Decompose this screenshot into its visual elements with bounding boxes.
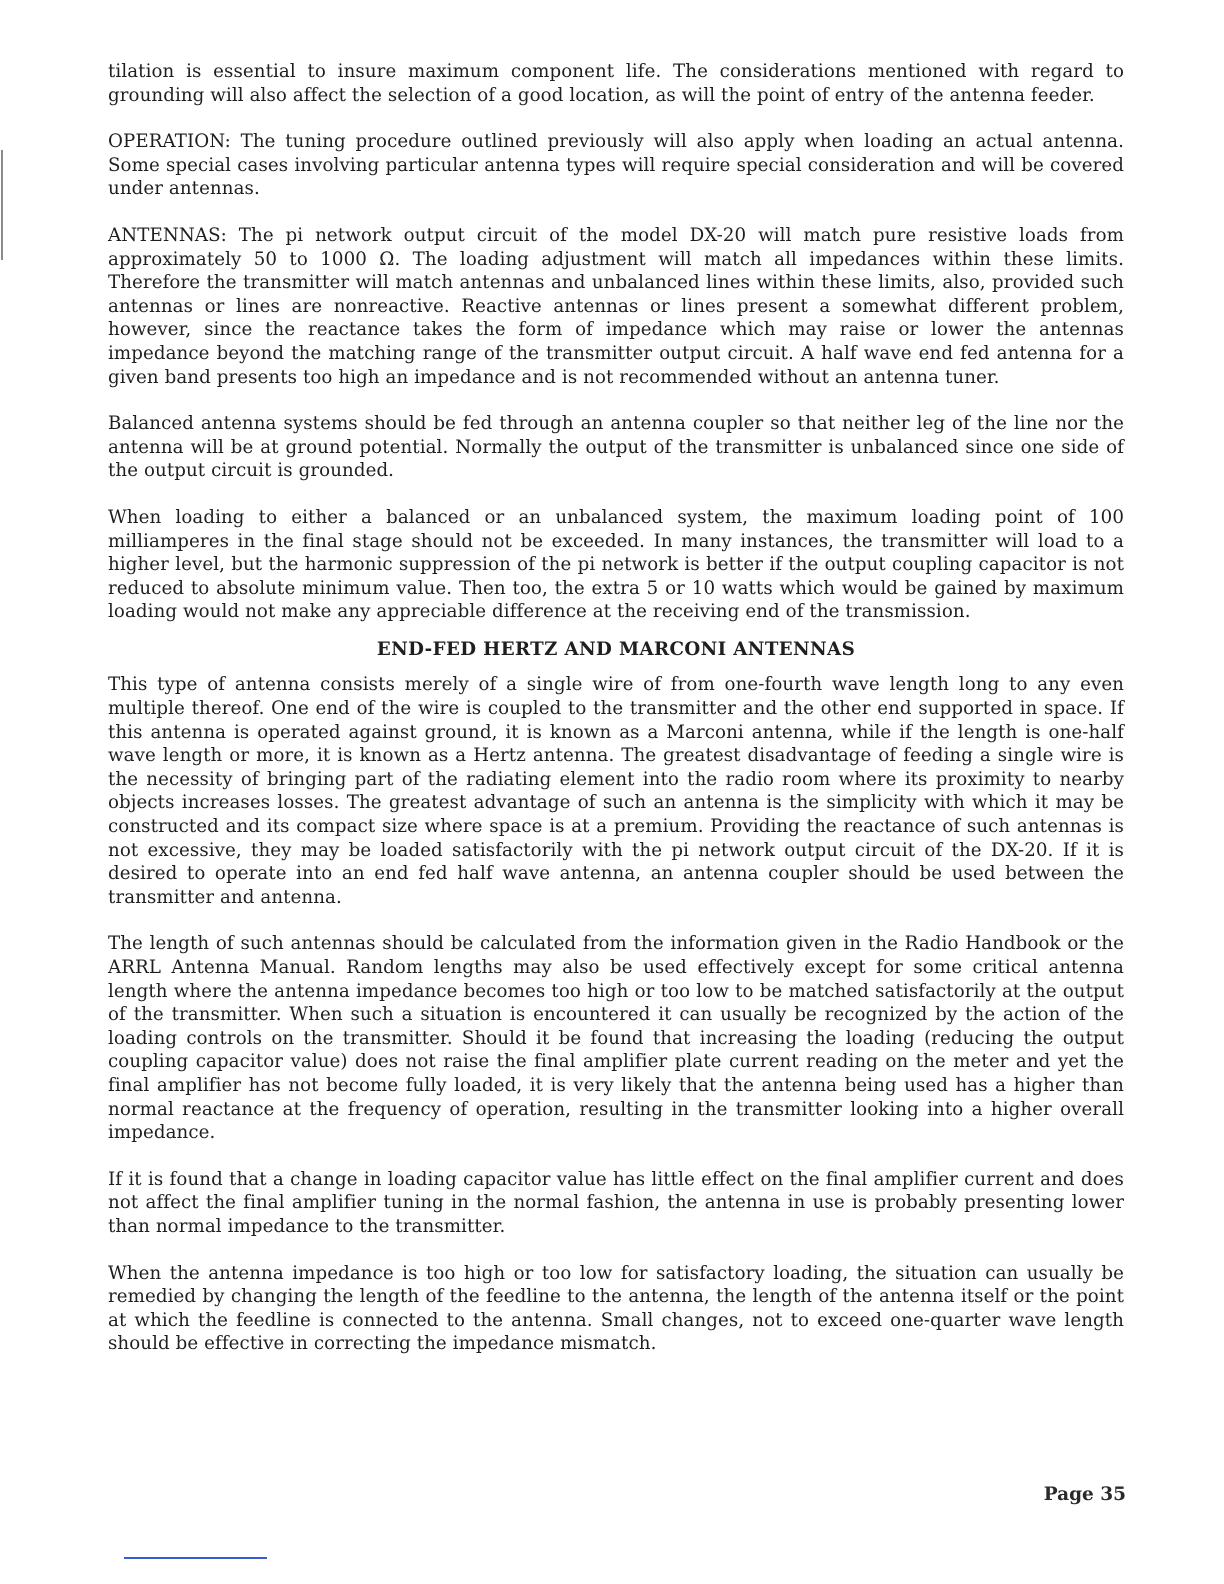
- paragraph-end-fed-description: This type of antenna consists merely of a single wire of from one-fourth wave length long to any even multiple thereof. One end of the wire is coupled to the transmitter and the other end supported in space. If this antenna is operated against ground, it is known as a Marconi antenna, while if the length is one-half wave length or more, it is known as a Hertz antenna. The greatest disadvantage of feeding a single wire is the necessity of bringing part of the radiating element into the radio room where its proximity to nearby objects increases losses. The greatest advantage of such an antenna is the simplicity with which it may be constructed and its compact size where space is at a premium. Providing the reactance of such antennas is not excessive, they may be loaded satisfactorily with the pi network output circuit of the DX-20. If it is desired to operate into an end fed half wave antenna, an antenna coupler should be used between the transmitter and antenna.: [108, 674, 1124, 908]
- footer-rule: [124, 1557, 267, 1559]
- paragraph-operation: OPERATION: The tuning procedure outlined previously will also apply when loading an actual antenna. Some special cases involving particular antenna types will require special consideration and will be covered under antennas.: [108, 131, 1124, 200]
- page-number: Page 35: [1043, 1484, 1126, 1505]
- paragraph-loading: When loading to either a balanced or an unbalanced system, the maximum loading point of 100 milliamperes in the final stage should not be exceeded. In many instances, the transmitter will load to a higher level, but the harmonic suppression of the pi network is better if the output coupling capacitor is not reduced to absolute minimum value. Then too, the extra 5 or 10 watts which would be gained by maximum loading would not make any appreciable difference at the receiving end of the transmission.: [108, 506, 1124, 623]
- paragraph-balanced-systems: Balanced antenna systems should be fed through an antenna coupler so that neither leg of the line nor the antenna will be at ground potential. Normally the output of the transmitter is unbalanced since one side of the output circuit is grounded.: [108, 413, 1124, 482]
- paragraph-remedy: When the antenna impedance is too high or too low for satisfactory loading, the situation can usually be remedied by changing the length of the feedline to the antenna, the length of the antenna itself or the point at which the feedline is connected to the antenna. Small changes, not to exceed one-quarter wave length should be effective in correcting the impedance mismatch.: [108, 1262, 1124, 1355]
- scan-edge-mark: [1, 150, 3, 260]
- paragraph-antenna-length: The length of such antennas should be calculated from the information given in the Radio Handbook or the ARRL Antenna Manual. Random lengths may also be used effectively except for some critical antenna length where the antenna impedance becomes too high or too low to be matched satisfactorily at the output of the transmitter. When such a situation is encountered it can usually be recognized by the action of the loading controls on the transmitter. Should it be found that increasing the loading (reducing the output coupling capacitor value) does not raise the final amplifier plate current reading on the meter and yet the final amplifier has not become fully loaded, it is very likely that the antenna being used has a higher than normal reactance at the frequency of operation, resulting in the transmitter looking into a higher overall impedance.: [108, 933, 1124, 1144]
- paragraph-low-impedance: If it is found that a change in loading capacitor value has little effect on the final amplifier current and does not affect the final amplifier tuning in the normal fashion, the antenna in use is probably presenting lower than normal impedance to the transmitter.: [108, 1168, 1124, 1237]
- document-page: [108, 60, 1124, 1356]
- section-heading: END-FED HERTZ AND MARCONI ANTENNAS: [376, 638, 856, 660]
- paragraph-ventilation: tilation is essential to insure maximum component life. The considerations mentioned with regard to grounding will also affect the selection of a good location, as will the point of entry of the antenna feeder.: [108, 61, 1124, 106]
- paragraph-antennas: ANTENNAS: The pi network output circuit of the model DX-20 will match pure resistive loads from approximately 50 to 1000 Ω. The loading adjustment will match all impedances within these limits. Therefore the transmitter will match antennas and unbalanced lines within these limits, also, provided such antennas or lines are nonreactive. Reactive antennas or lines present a somewhat different problem, however, since the reactance takes the form of impedance which may raise or lower the antennas impedance beyond the matching range of the transmitter output circuit. A half wave end fed antenna for a given band presents too high an impedance and is not recommended without an antenna tuner.: [108, 224, 1124, 388]
